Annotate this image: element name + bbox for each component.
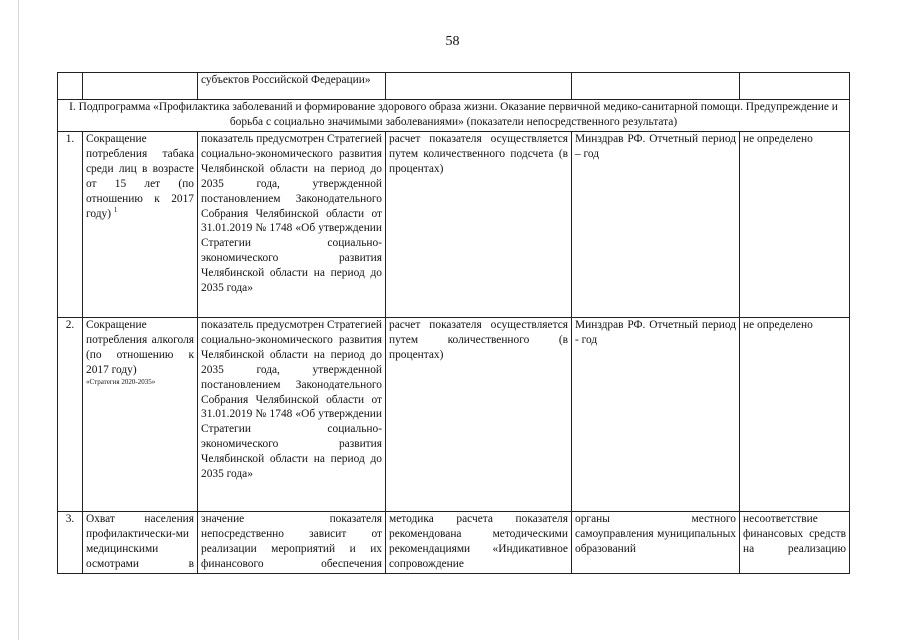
section-heading-row bbox=[58, 100, 850, 132]
indicator-basis: показатель предусмотрен Стратегией социально-экономического развития Челябинской области на период до 2035 года, утвержденной постановлением Законодательного Собрания Челябинской области от 31.01.2019 № 1748 «Об утверждении Стратегии социально-экономического развития Челябинской области на период до 2035 года» bbox=[198, 318, 386, 512]
continuation-row bbox=[58, 73, 850, 100]
footnote-mark: 1 bbox=[113, 205, 118, 214]
indicator-source: Минздрав РФ. Отчетный период - год bbox=[572, 318, 740, 512]
indicator-method: расчет показателя осуществляется путем количественного подсчета (в процентах) bbox=[386, 132, 572, 318]
indicator-name-text: Сокращение потребления алкоголя (по отношению к 2017 году) bbox=[86, 319, 194, 376]
page-number: 58 bbox=[445, 34, 460, 49]
indicator-method: расчет показателя осуществляется путем количественного (в процентах) bbox=[386, 318, 572, 512]
indicator-name bbox=[83, 318, 198, 512]
indicator-method: методика расчета показателя рекомендована методическими рекомендациями «Индикативное сопровождение bbox=[386, 512, 572, 574]
indicator-factors: не определено bbox=[740, 318, 850, 512]
indicator-name-text: Сокращение потребления табака среди лиц в возрасте от 15 лет (по отношению к 2017 году) bbox=[86, 133, 194, 220]
table-row bbox=[58, 132, 850, 318]
table-row bbox=[58, 512, 850, 574]
indicator-name: Охват населения профилактически-ми медицинскими осмотрами в bbox=[83, 512, 198, 574]
cell-source bbox=[572, 73, 740, 100]
row-number: 2. bbox=[58, 318, 83, 512]
cell-num bbox=[58, 73, 83, 100]
cell-name bbox=[83, 73, 198, 100]
indicator-source: Минздрав РФ. Отчетный период – год bbox=[572, 132, 740, 318]
cell-factors bbox=[740, 73, 850, 100]
indicator-source: органы местного самоуправления муниципальных образований bbox=[572, 512, 740, 574]
table-row bbox=[58, 318, 850, 512]
indicators-table bbox=[57, 72, 850, 574]
section-title: I. Подпрограмма «Профилактика заболеваний и формирование здорового образа жизни. Оказание первичной медико-санитарной помощи. Предупреждение и борьба с социально значимыми заболеваниями» (показатели непосредственного результата) bbox=[58, 100, 850, 132]
indicator-factors: несоответствие финансовых средств на реализацию bbox=[740, 512, 850, 574]
row-number: 1. bbox=[58, 132, 83, 318]
indicator-name-note: «Стратегия 2020-2035» bbox=[86, 377, 156, 386]
row-number: 3. bbox=[58, 512, 83, 574]
cell-method bbox=[386, 73, 572, 100]
indicator-name bbox=[83, 132, 198, 318]
indicator-basis: значение показателя непосредственно зависит от реализации мероприятий и их финансового обеспечения bbox=[198, 512, 386, 574]
indicator-basis: показатель предусмотрен Стратегией социально-экономического развития Челябинской области на период до 2035 года, утвержденной постановлением Законодательного Собрания Челябинской области от 31.01.2019 № 1748 «Об утверждении Стратегии социально-экономического развития Челябинской области на период до 2035 года» bbox=[198, 132, 386, 318]
cell-basis: субъектов Российской Федерации» bbox=[198, 73, 386, 100]
indicator-factors: не определено bbox=[740, 132, 850, 318]
scan-edge bbox=[18, 0, 19, 640]
